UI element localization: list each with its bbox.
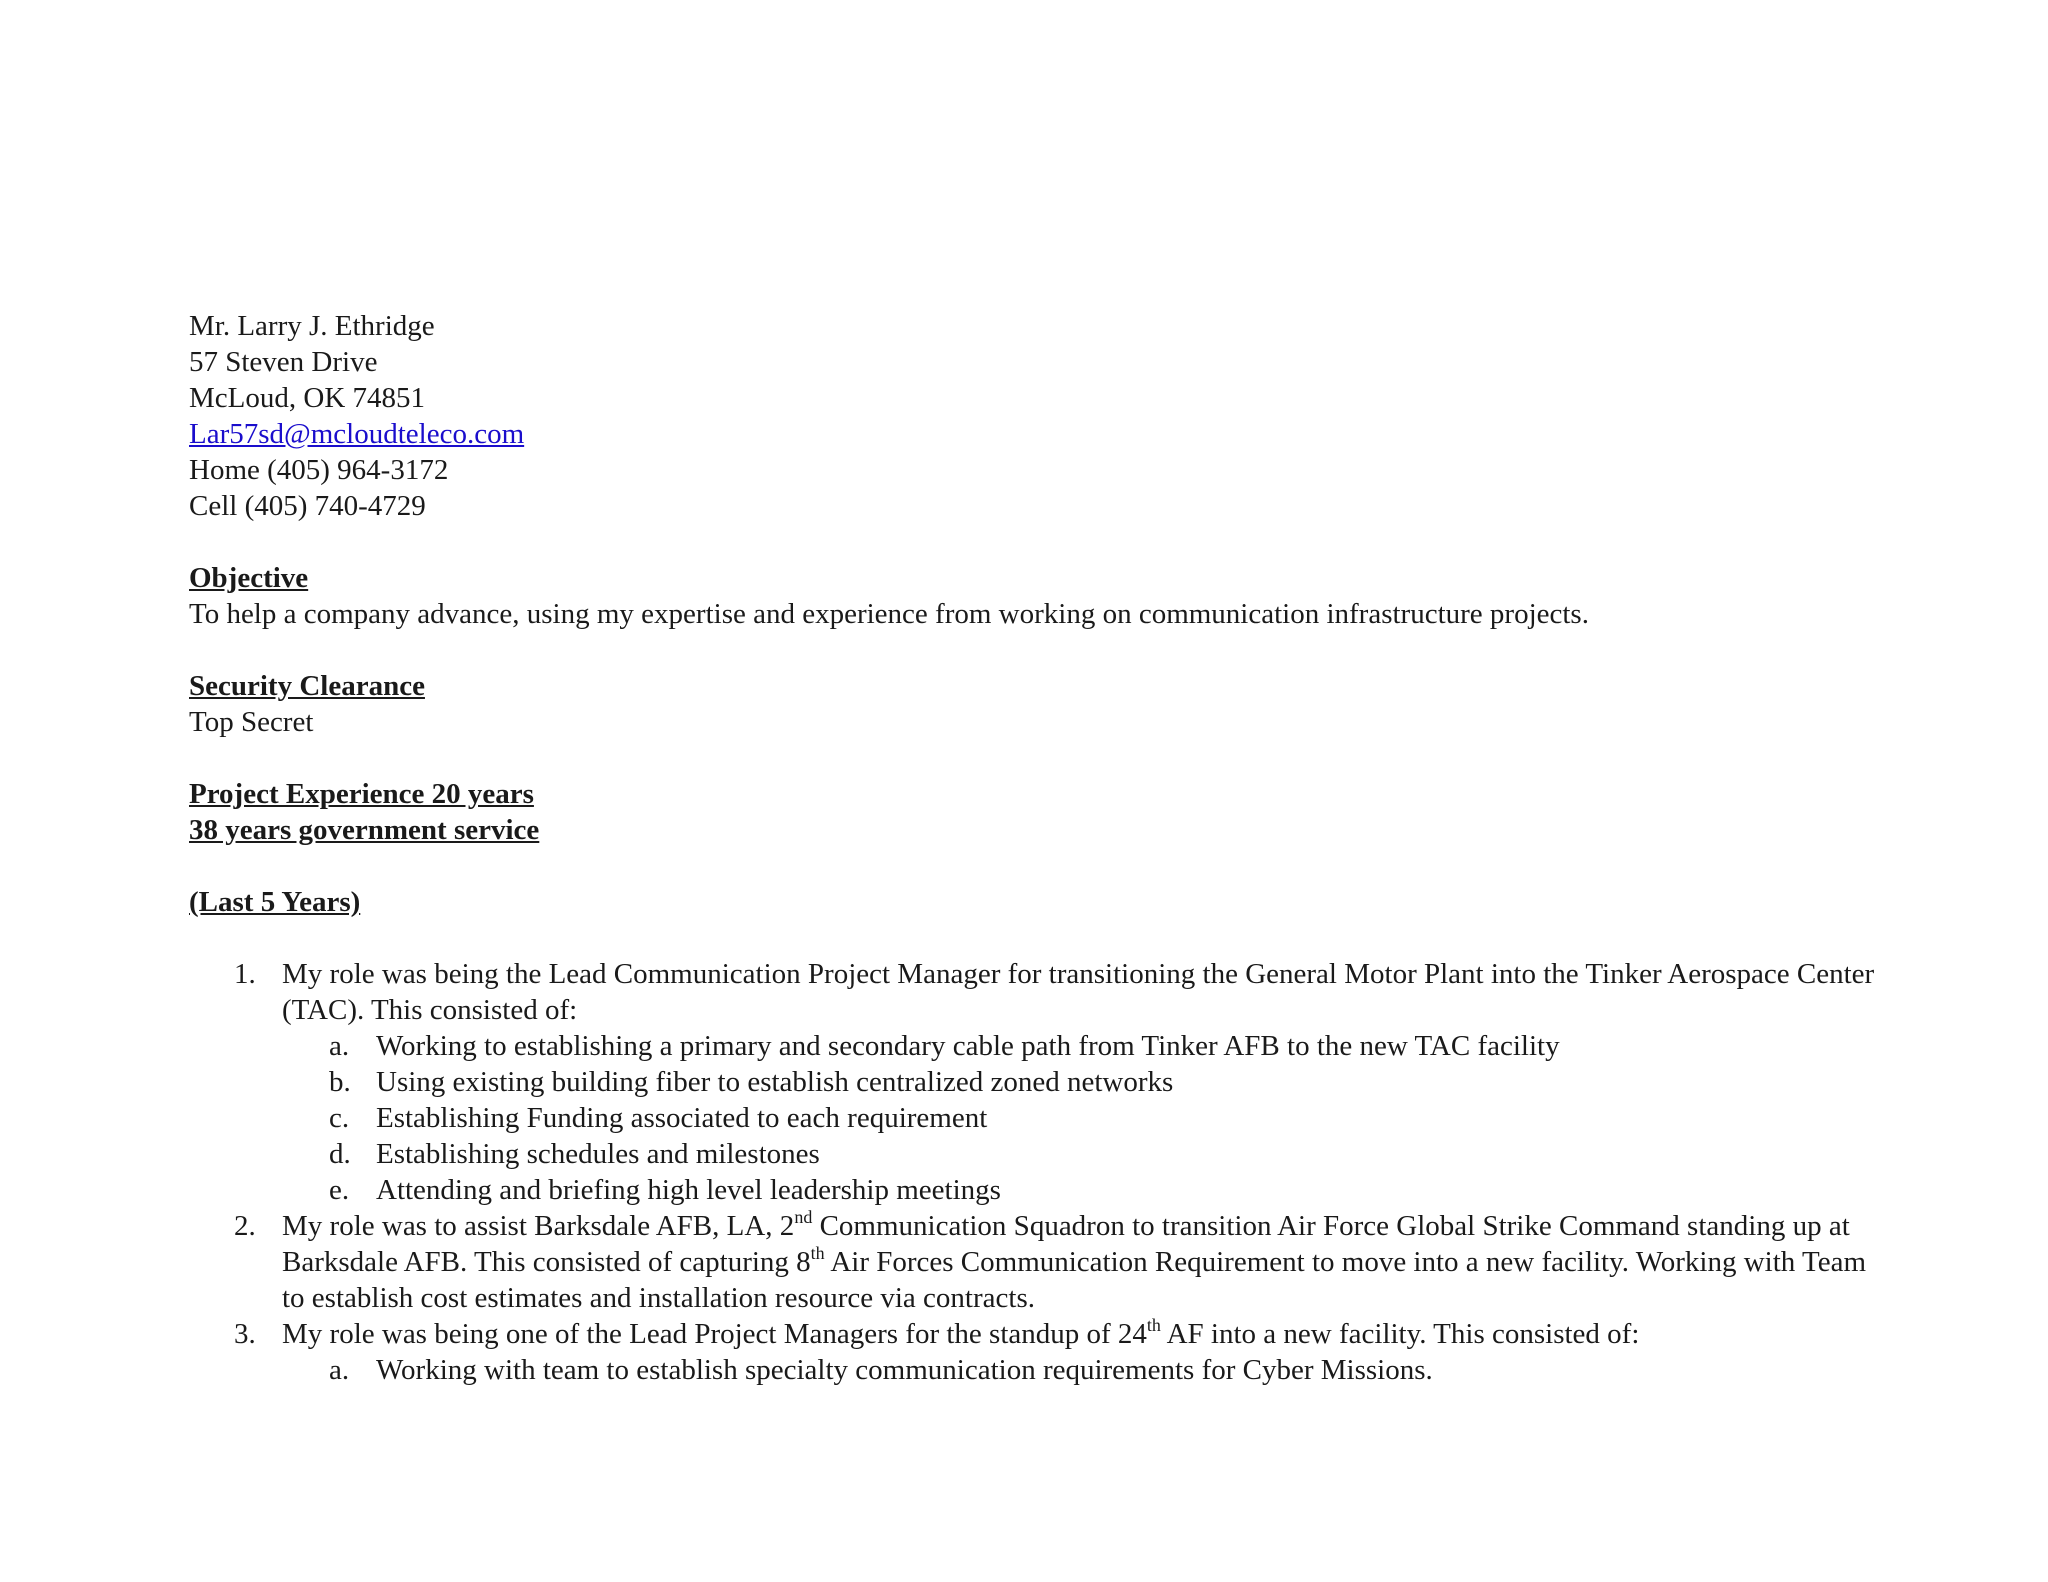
experience-heading-service: 38 years government service — [189, 814, 540, 846]
experience-period-heading: (Last 5 Years) — [189, 886, 361, 918]
sub-item-letter: c. — [329, 1102, 350, 1134]
sub-item-letter: e. — [329, 1174, 350, 1206]
objective-section — [189, 560, 1889, 632]
sub-item-letter: a. — [329, 1354, 350, 1386]
sub-list-item — [282, 1064, 1889, 1100]
contact-name: Mr. Larry J. Ethridge — [189, 310, 435, 342]
resume-page — [189, 308, 1889, 1388]
objective-heading: Objective — [189, 562, 309, 594]
list-item-number: 3. — [234, 1318, 256, 1350]
objective-text: To help a company advance, using my expertise and experience from working on communication infrastructure projects. — [189, 598, 1589, 630]
list-item-number: 2. — [234, 1210, 256, 1242]
list-item-text: My role was to assist Barksdale AFB, LA, 2nd Communication Squadron to transition Air Force Global Strike Command standing up at Barksdale AFB. This consisted of capturing 8th Air Forces Communication Requirement to move into a new facility. Working with Team to establish cost estimates and installation resource via contracts. — [282, 1207, 1866, 1314]
contact-city: McLoud, OK 74851 — [189, 382, 426, 414]
list-item-text: My role was being one of the Lead Project Managers for the standup of 24th AF into a new facility. This consisted of: — [282, 1315, 1640, 1350]
sub-item-text: Working to establishing a primary and secondary cable path from Tinker AFB to the new TAC facility — [376, 1030, 1560, 1062]
sub-list-item — [282, 1028, 1889, 1064]
list-item — [189, 1208, 1889, 1316]
sub-list-item — [282, 1100, 1889, 1136]
sub-item-letter: a. — [329, 1030, 350, 1062]
list-item — [189, 956, 1889, 1208]
sub-item-text: Attending and briefing high level leadership meetings — [376, 1174, 1001, 1206]
clearance-heading: Security Clearance — [189, 670, 425, 702]
experience-section — [189, 776, 1889, 920]
sub-list-item — [282, 1352, 1889, 1388]
clearance-text: Top Secret — [189, 706, 314, 738]
clearance-section — [189, 668, 1889, 740]
contact-cell-phone: Cell (405) 740-4729 — [189, 490, 426, 522]
contact-block — [189, 308, 1889, 524]
list-item-number: 1. — [234, 958, 256, 990]
sub-item-text: Establishing schedules and milestones — [376, 1138, 820, 1170]
contact-street: 57 Steven Drive — [189, 346, 378, 378]
sub-item-letter: d. — [329, 1138, 351, 1170]
contact-email-link[interactable]: Lar57sd@mcloudteleco.com — [189, 418, 525, 450]
sub-list — [282, 1028, 1889, 1208]
sub-list — [282, 1352, 1889, 1388]
contact-home-phone: Home (405) 964-3172 — [189, 454, 449, 486]
experience-heading-years: Project Experience 20 years — [189, 778, 534, 810]
list-item — [189, 1316, 1889, 1388]
sub-list-item — [282, 1172, 1889, 1208]
experience-list — [189, 956, 1889, 1388]
sub-list-item — [282, 1136, 1889, 1172]
sub-item-text: Using existing building fiber to establish centralized zoned networks — [376, 1066, 1174, 1098]
sub-item-letter: b. — [329, 1066, 351, 1098]
sub-item-text: Establishing Funding associated to each requirement — [376, 1102, 988, 1134]
list-item-text: My role was being the Lead Communication Project Manager for transitioning the General Motor Plant into the Tinker Aerospace Center (TAC). This consisted of: — [282, 958, 1875, 1026]
sub-item-text: Working with team to establish specialty communication requirements for Cyber Missions. — [376, 1354, 1433, 1386]
